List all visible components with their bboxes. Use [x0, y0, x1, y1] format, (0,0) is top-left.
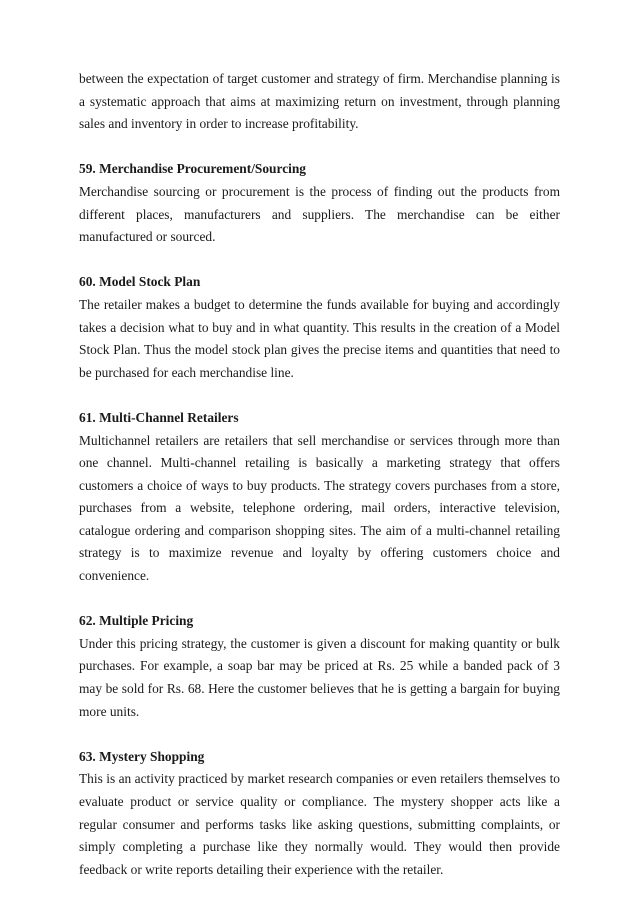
section-heading: 61. Multi-Channel Retailers — [79, 409, 239, 425]
section-model-stock-plan — [79, 271, 560, 384]
document-page — [79, 68, 560, 881]
section-heading: 63. Mystery Shopping — [79, 748, 205, 764]
section-body: Merchandise sourcing or procurement is the process of finding out the products from different places, manufacturers and suppliers. The merchandise can be either manufactured or sourced. — [79, 183, 560, 245]
section-multi-channel-retailers — [79, 407, 560, 588]
section-body: Multichannel retailers are retailers that sell merchandise or services through more than one channel. Multi-channel retailing is basically a marketing strategy that offers customers a choice of ways to buy products. The strategy covers purchases from a store, purchases from a website, telephone ordering, mail orders, interactive television, catalogue ordering and comparison shopping sites. The aim of a multi-channel retailing strategy is to maximize revenue and loyalty by offering customers choice and convenience. — [79, 432, 560, 584]
section-body: This is an activity practiced by market research companies or even retailers themselves to evaluate product or service quality or compliance. The mystery shopper acts like a regular consumer and performs tasks like asking questions, submitting complaints, or simply completing a purchase like they normally would. They would then provide feedback or write reports detailing their experience with the retailer. — [79, 771, 560, 877]
section-heading: 60. Model Stock Plan — [79, 274, 201, 290]
section-heading: 59. Merchandise Procurement/Sourcing — [79, 161, 307, 177]
section-multiple-pricing — [79, 610, 560, 723]
section-body: The retailer makes a budget to determine the funds available for buying and accordingly takes a decision what to buy and in what quantity. This results in the creation of a Model Stock Plan. Thus the model stock plan gives the precise items and quantities that need to be purchased for each merchandise line. — [79, 296, 560, 380]
section-heading: 62. Multiple Pricing — [79, 613, 194, 629]
intro-paragraph: between the expectation of target customer and strategy of firm. Merchandise planning is a systematic approach that aims at maximizing return on investment, through planning sales and inventory in order to increase profitability. — [79, 71, 560, 132]
section-body: Under this pricing strategy, the customer is given a discount for making quantity or bulk purchases. For example, a soap bar may be priced at Rs. 25 while a banded pack of 3 may be sold for Rs. 68. Here the customer believes that he is getting a bargain for buying more units. — [79, 635, 560, 719]
section-merchandise-procurement — [79, 158, 560, 248]
section-mystery-shopping — [79, 746, 560, 882]
